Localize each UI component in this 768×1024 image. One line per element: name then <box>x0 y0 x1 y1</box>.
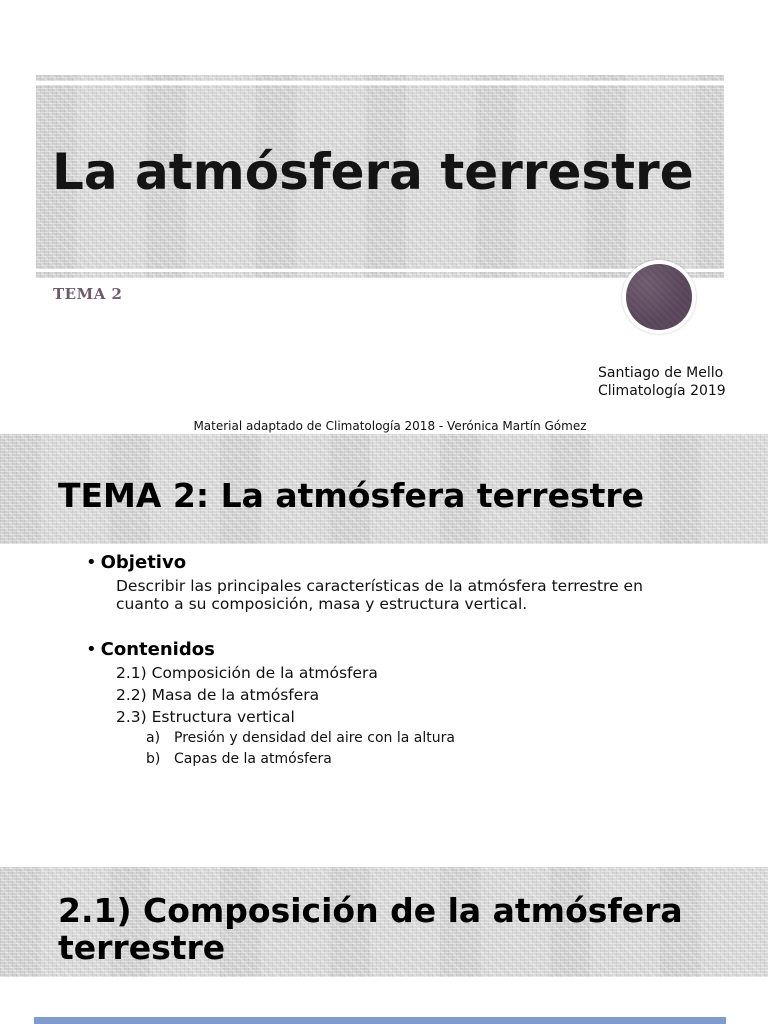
contenidos-item: 2.3) Estructura vertical <box>116 708 295 726</box>
bullet-glyph: • <box>86 639 97 660</box>
title-band <box>36 85 724 269</box>
bullet-contenidos <box>86 639 215 660</box>
objetivo-line-2: cuanto a su composición, masa y estructura vertical. <box>116 595 528 613</box>
subitem-marker: a) <box>146 730 161 746</box>
author-block <box>598 364 726 400</box>
title-frame-bottom <box>36 272 724 278</box>
slide3-title <box>58 892 758 966</box>
subitem-text: Presión y densidad del aire con la altura <box>174 730 455 746</box>
contenidos-label: Contenidos <box>100 639 215 660</box>
decorative-circle-icon <box>622 260 696 334</box>
objetivo-description <box>116 577 643 613</box>
bullet-objetivo <box>86 552 186 573</box>
slide3-title-line-2: terrestre <box>58 928 226 967</box>
contenidos-item: 2.1) Composición de la atmósfera <box>116 664 378 682</box>
contenidos-subitem <box>146 730 455 746</box>
title-frame-top <box>36 75 724 81</box>
slide-bottom-bar <box>34 1017 726 1024</box>
bullet-glyph: • <box>86 552 97 573</box>
subitem-text: Capas de la atmósfera <box>174 751 332 767</box>
slide3-title-line-1: 2.1) Composición de la atmósfera <box>58 891 683 930</box>
source-note: Material adaptado de Climatología 2018 - Verónica Martín Gómez <box>193 419 587 433</box>
author-name: Santiago de Mello <box>598 365 724 381</box>
course-name: Climatología 2019 <box>598 383 726 399</box>
subtitle-tema: TEMA 2 <box>53 285 123 303</box>
slide2-title: TEMA 2: La atmósfera terrestre <box>58 476 645 515</box>
contenidos-subitem <box>146 751 332 767</box>
objetivo-label: Objetivo <box>100 552 187 573</box>
objetivo-line-1: Describir las principales características de la atmósfera terrestre en <box>116 577 643 595</box>
contenidos-item: 2.2) Masa de la atmósfera <box>116 686 320 704</box>
subitem-marker: b) <box>146 751 161 767</box>
presentation-title: La atmósfera terrestre <box>52 143 694 201</box>
